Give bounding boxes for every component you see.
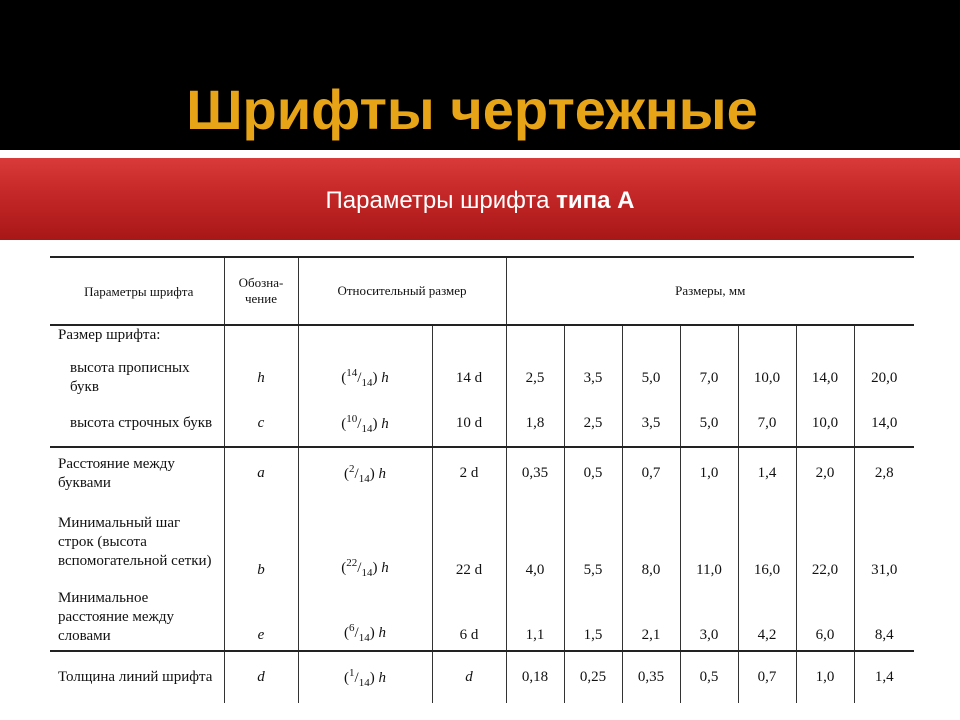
value-cell: 10,0 xyxy=(738,355,796,401)
table-row xyxy=(50,401,914,447)
header-symbol: Обозна-чение xyxy=(224,257,298,325)
header-sizes: Размеры, мм xyxy=(506,257,914,325)
subtitle xyxy=(0,186,960,216)
value-cell: 11,0 xyxy=(680,499,738,585)
relative-size-cell: $(^{22}/_{14})$ h xyxy=(298,499,432,585)
symbol-cell: e xyxy=(224,585,298,651)
value-cell: 22,0 xyxy=(796,499,854,585)
value-cell: 0,25 xyxy=(564,651,622,703)
value-cell: 2,5 xyxy=(564,401,622,447)
value-cell: 1,5 xyxy=(564,585,622,651)
value-cell: 0,35 xyxy=(622,651,680,703)
relative-d-cell: 10 d xyxy=(432,401,506,447)
param-label: Минимальное расстояние между словами xyxy=(50,585,224,651)
param-label: высота строчных букв xyxy=(70,415,213,431)
value-cell: 16,0 xyxy=(738,499,796,585)
value-cell: 1,0 xyxy=(796,651,854,703)
value-cell: 1,1 xyxy=(506,585,564,651)
table-row xyxy=(50,355,914,401)
table-row-group-title xyxy=(50,325,914,355)
value-cell: 7,0 xyxy=(738,401,796,447)
symbol-cell: a xyxy=(224,447,298,499)
value-cell: 0,5 xyxy=(564,447,622,499)
value-cell: 1,4 xyxy=(854,651,914,703)
symbol-cell: d xyxy=(224,651,298,703)
table-row xyxy=(50,499,914,585)
value-cell: 1,0 xyxy=(680,447,738,499)
subtitle-prefix: Параметры шрифта xyxy=(325,187,557,214)
value-cell: 8,4 xyxy=(854,585,914,651)
value-cell: 31,0 xyxy=(854,499,914,585)
param-label: Минимальный шаг строк (высота вспомогательной сетки) xyxy=(58,514,212,569)
subtitle-bold: типа А xyxy=(556,187,635,214)
value-cell: 3,0 xyxy=(680,585,738,651)
value-cell: 0,7 xyxy=(738,651,796,703)
value-cell: 0,7 xyxy=(622,447,680,499)
value-cell: 1,8 xyxy=(506,401,564,447)
value-cell: 3,5 xyxy=(564,355,622,401)
symbol-cell: b xyxy=(224,499,298,585)
value-cell: 1,4 xyxy=(738,447,796,499)
value-cell: 20,0 xyxy=(854,355,914,401)
value-cell: 8,0 xyxy=(622,499,680,585)
relative-d-cell: d xyxy=(432,651,506,703)
value-cell: 10,0 xyxy=(796,401,854,447)
relative-size-cell: $(^{10}/_{14})$ h xyxy=(298,401,432,447)
value-cell: 2,8 xyxy=(854,447,914,499)
symbol-cell: c xyxy=(224,401,298,447)
table-row xyxy=(50,585,914,651)
relative-d-cell: 22 d xyxy=(432,499,506,585)
value-cell: 6,0 xyxy=(796,585,854,651)
value-cell: 3,5 xyxy=(622,401,680,447)
symbol-cell: h xyxy=(224,355,298,401)
table-row xyxy=(50,447,914,499)
value-cell: 2,1 xyxy=(622,585,680,651)
relative-size-cell: $(^2/_{14})$ h xyxy=(298,447,432,499)
param-label: Расстояние между буквами xyxy=(58,455,175,491)
value-cell: 5,5 xyxy=(564,499,622,585)
value-cell: 4,2 xyxy=(738,585,796,651)
relative-size-cell: $(^1/_{14})$ h xyxy=(298,651,432,703)
relative-size-cell: $(^{14}/_{14})$ h xyxy=(298,355,432,401)
relative-d-cell: 6 d xyxy=(432,585,506,651)
relative-size-cell: $(^6/_{14})$ h xyxy=(298,585,432,651)
font-parameters-table xyxy=(50,256,914,703)
value-cell: 2,0 xyxy=(796,447,854,499)
value-cell: 0,5 xyxy=(680,651,738,703)
value-cell: 7,0 xyxy=(680,355,738,401)
value-cell: 5,0 xyxy=(680,401,738,447)
table-row xyxy=(50,651,914,703)
relative-d-cell: 14 d xyxy=(432,355,506,401)
value-cell: 2,5 xyxy=(506,355,564,401)
value-cell: 0,35 xyxy=(506,447,564,499)
header-param: Параметры шрифта xyxy=(50,257,224,325)
group-size-title: Размер шрифта: xyxy=(58,327,161,343)
value-cell: 14,0 xyxy=(854,401,914,447)
slide-title: Шрифты чертежные xyxy=(186,78,758,141)
param-label: высота прописных букв xyxy=(70,360,190,395)
param-label: Толщина линий шрифта xyxy=(58,669,213,685)
value-cell: 0,18 xyxy=(506,651,564,703)
value-cell: 5,0 xyxy=(622,355,680,401)
relative-d-cell: 2 d xyxy=(432,447,506,499)
value-cell: 14,0 xyxy=(796,355,854,401)
value-cell: 4,0 xyxy=(506,499,564,585)
header-relative: Относительный размер xyxy=(298,257,506,325)
